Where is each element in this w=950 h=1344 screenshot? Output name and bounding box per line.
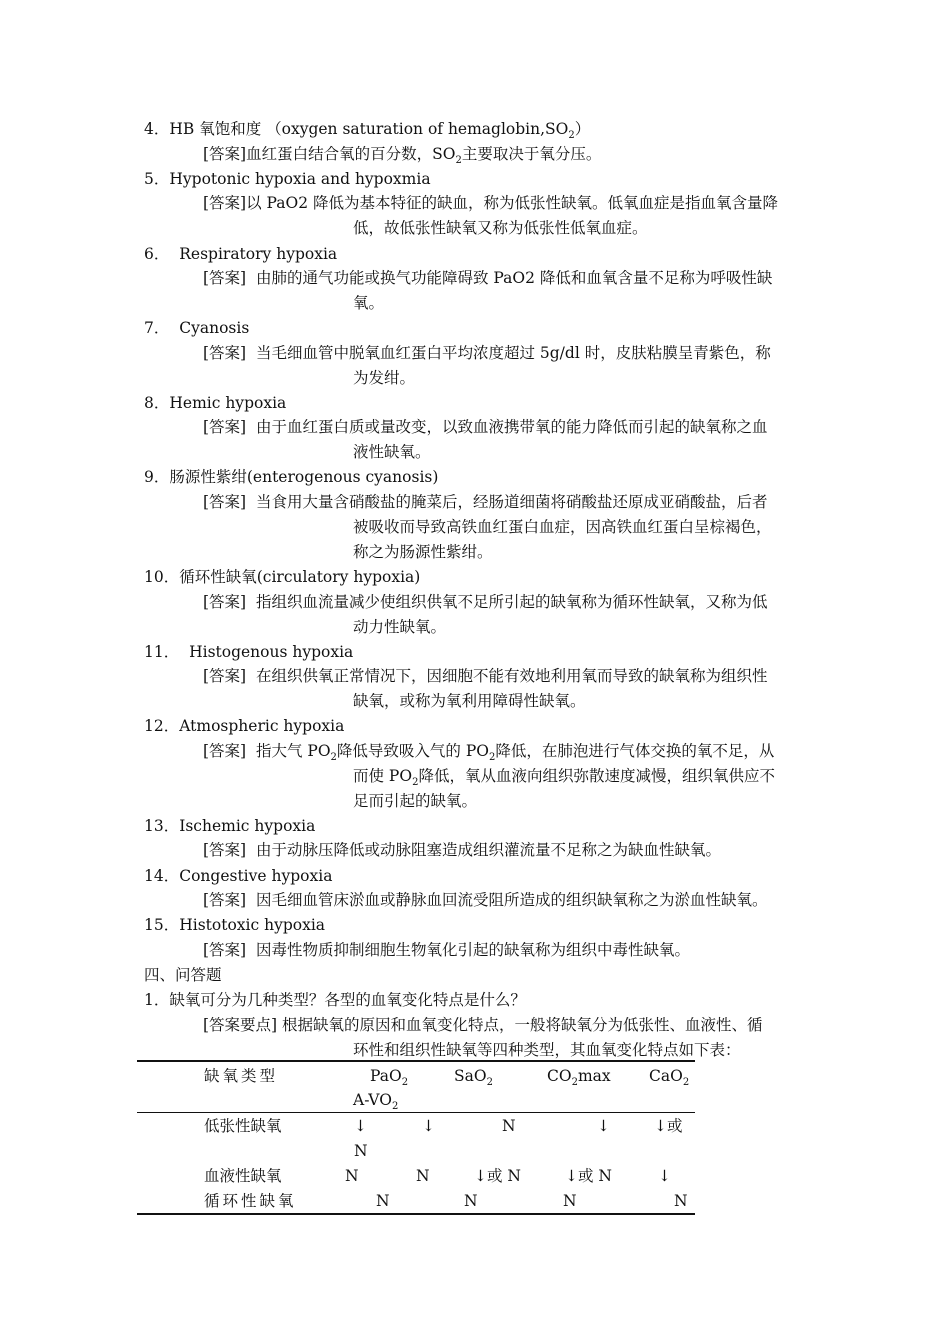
- item-number: 5．: [144, 170, 170, 188]
- answer-label: [答案]: [203, 145, 247, 163]
- answer-label: [答案]: [203, 742, 247, 760]
- item-number: 15．: [144, 916, 180, 934]
- item-title: 8．Hemic hypoxia: [144, 394, 287, 412]
- answer-label: [答案]: [203, 667, 247, 685]
- item-number: 10．: [144, 568, 180, 586]
- table-cell: ↓或 N: [565, 1167, 612, 1185]
- section-title: 四、问答题: [144, 966, 222, 984]
- table-cell: ↓: [658, 1167, 671, 1185]
- table-cell: N: [376, 1192, 390, 1210]
- item-title: 14．Congestive hypoxia: [144, 867, 333, 885]
- table-cell: N: [464, 1192, 478, 1210]
- table-cell: ↓或 N: [474, 1167, 521, 1185]
- item-number: 13．: [144, 817, 180, 835]
- answer-block: [答案] 在组织供氧正常情况下，因细胞不能有效地利用氧而导致的缺氧称为组织性 缺氧，或称为氧利用障碍性缺氧。: [203, 667, 768, 710]
- table-cell: ↓: [354, 1117, 367, 1135]
- answer-block: [答案] 当食用大量含硝酸盐的腌菜后，经肠道细菌将硝酸盐还原成亚硝酸盐，后者 被吸收而导致高铁血红蛋白血症，因高铁血红蛋白呈棕褐色， 称之为肠源性紫绀。: [203, 493, 772, 561]
- answer-block: [答案] 由肺的通气功能或换气功能障碍致 PaO2 降低和血氧含量不足称为呼吸性缺 氧。: [203, 269, 773, 312]
- header-sao2: SaO$_2$: [454, 1067, 493, 1088]
- header-pao2: PaO$_2$: [370, 1067, 409, 1088]
- answer-label: [答案]: [203, 841, 247, 859]
- item-title: 7． Cyanosis: [144, 319, 250, 337]
- answer-label: [答案]: [203, 593, 247, 611]
- item-number: 1．: [144, 991, 170, 1009]
- answer-label: [答案]: [203, 941, 247, 959]
- item-number: 11．: [144, 643, 180, 661]
- answer-block: [答案要点] 根据缺氧的原因和血氧变化特点，一般将缺氧分为低张性、血液性、循 环性和组织性缺氧等四种类型，其血氧变化特点如下表：: [203, 1016, 763, 1059]
- answer-label: [答案]: [203, 418, 247, 436]
- item-title: 12．Atmospheric hypoxia: [144, 717, 345, 735]
- table-cell: N: [502, 1117, 516, 1135]
- table-row-type: 血液性缺氧: [204, 1167, 282, 1185]
- table-cell: ↓: [422, 1117, 435, 1135]
- answer-block: [答案]以 PaO2 降低为基本特征的缺血，称为低张性缺氧。低氧血症是指血氧含量降 低，故低张性缺氧又称为低张性低氧血症。: [203, 194, 779, 237]
- header-type: 缺氧类型: [204, 1067, 279, 1085]
- answer-block: [答案] 由于动脉压降低或动脉阻塞造成组织灌流量不足称之为缺血性缺氧。: [203, 841, 721, 859]
- table-row-type: 低张性缺氧: [204, 1117, 282, 1135]
- item-title: 11． Histogenous hypoxia: [144, 643, 354, 661]
- header-avo2: $A-VO_2$: [353, 1091, 399, 1112]
- blood-oxygen-table: [137, 1060, 695, 1216]
- item-number: 6．: [144, 245, 170, 263]
- table-cell: ↓或: [654, 1117, 683, 1135]
- answer-label: [答案]: [203, 493, 247, 511]
- item-title: 5．Hypotonic hypoxia and hypoxmia: [144, 170, 431, 188]
- item-title: 9．肠源性紫绀(enterogenous cyanosis): [144, 468, 439, 486]
- item-title: 13．Ischemic hypoxia: [144, 817, 316, 835]
- answer-block: [答案] 由于血红蛋白质或量改变，以致血液携带氧的能力降低而引起的缺氧称之血 液性缺氧。: [203, 418, 768, 461]
- table-cell: N: [354, 1142, 368, 1160]
- item-title: 10．循环性缺氧(circulatory hypoxia): [144, 568, 421, 586]
- item-title: 6． Respiratory hypoxia: [144, 245, 338, 263]
- header-cao2: CaO$_2$: [649, 1067, 690, 1088]
- answer-label: [答案]: [203, 269, 247, 287]
- answer-block: [答案] 当毛细血管中脱氧血红蛋白平均浓度超过 5g/dl 时，皮肤粘膜呈青紫色，称 为发绀。: [203, 344, 771, 387]
- item-number: 8．: [144, 394, 170, 412]
- item-number: 9．: [144, 468, 170, 486]
- table-cell: ↓: [597, 1117, 610, 1135]
- answer-label: [答案]: [203, 194, 247, 212]
- answer-label: [答案]: [203, 344, 247, 362]
- answer-block: [答案] 指组织血流量减少使组织供氧不足所引起的缺氧称为循环性缺氧，又称为低 动力性缺氧。: [203, 593, 768, 636]
- answer-block: [答案] 因毛细血管床淤血或静脉血回流受阻所造成的组织缺氧称之为淤血性缺氧。: [203, 891, 768, 909]
- header-co2max: $CO_2\max$: [547, 1067, 611, 1088]
- table-cell: N: [563, 1192, 577, 1210]
- answer-block: [答案] 指大气 $PO_2$降低导致吸入气的 $PO_2$降低，在肺泡进行气体交换的氧不足，从 而使 $PO_2$降低，氧从血液向组织弥散速度减慢，组织氧供应不 足而引起的缺氧。: [203, 742, 775, 810]
- table-cell: N: [416, 1167, 430, 1185]
- question-title: 1．缺氧可分为几种类型？各型的血氧变化特点是什么？: [144, 991, 526, 1009]
- item-number: 4．: [144, 120, 170, 138]
- answer-label: [答案]: [203, 891, 247, 909]
- table-cell: N: [674, 1192, 688, 1210]
- item-number: 7．: [144, 319, 170, 337]
- table-header-rule: [137, 1112, 695, 1113]
- item-title: 4．HB 氧饱和度 （oxygen saturation of $hemaglobin,SO_2$）: [144, 120, 591, 141]
- table-row-type: 循环性缺氧: [204, 1192, 297, 1210]
- answer-label: [答案要点]: [203, 1016, 278, 1034]
- item-title: 15．Histotoxic hypoxia: [144, 916, 326, 934]
- answer-block: [答案]血红蛋白结合氧的百分数，$SO_2$主要取决于氧分压。: [203, 145, 602, 166]
- item-number: 12．: [144, 717, 180, 735]
- table-top-rule: [137, 1060, 695, 1062]
- item-number: 14．: [144, 867, 180, 885]
- table-cell: N: [345, 1167, 359, 1185]
- answer-block: [答案] 因毒性物质抑制细胞生物氧化引起的缺氧称为组织中毒性缺氧。: [203, 941, 690, 959]
